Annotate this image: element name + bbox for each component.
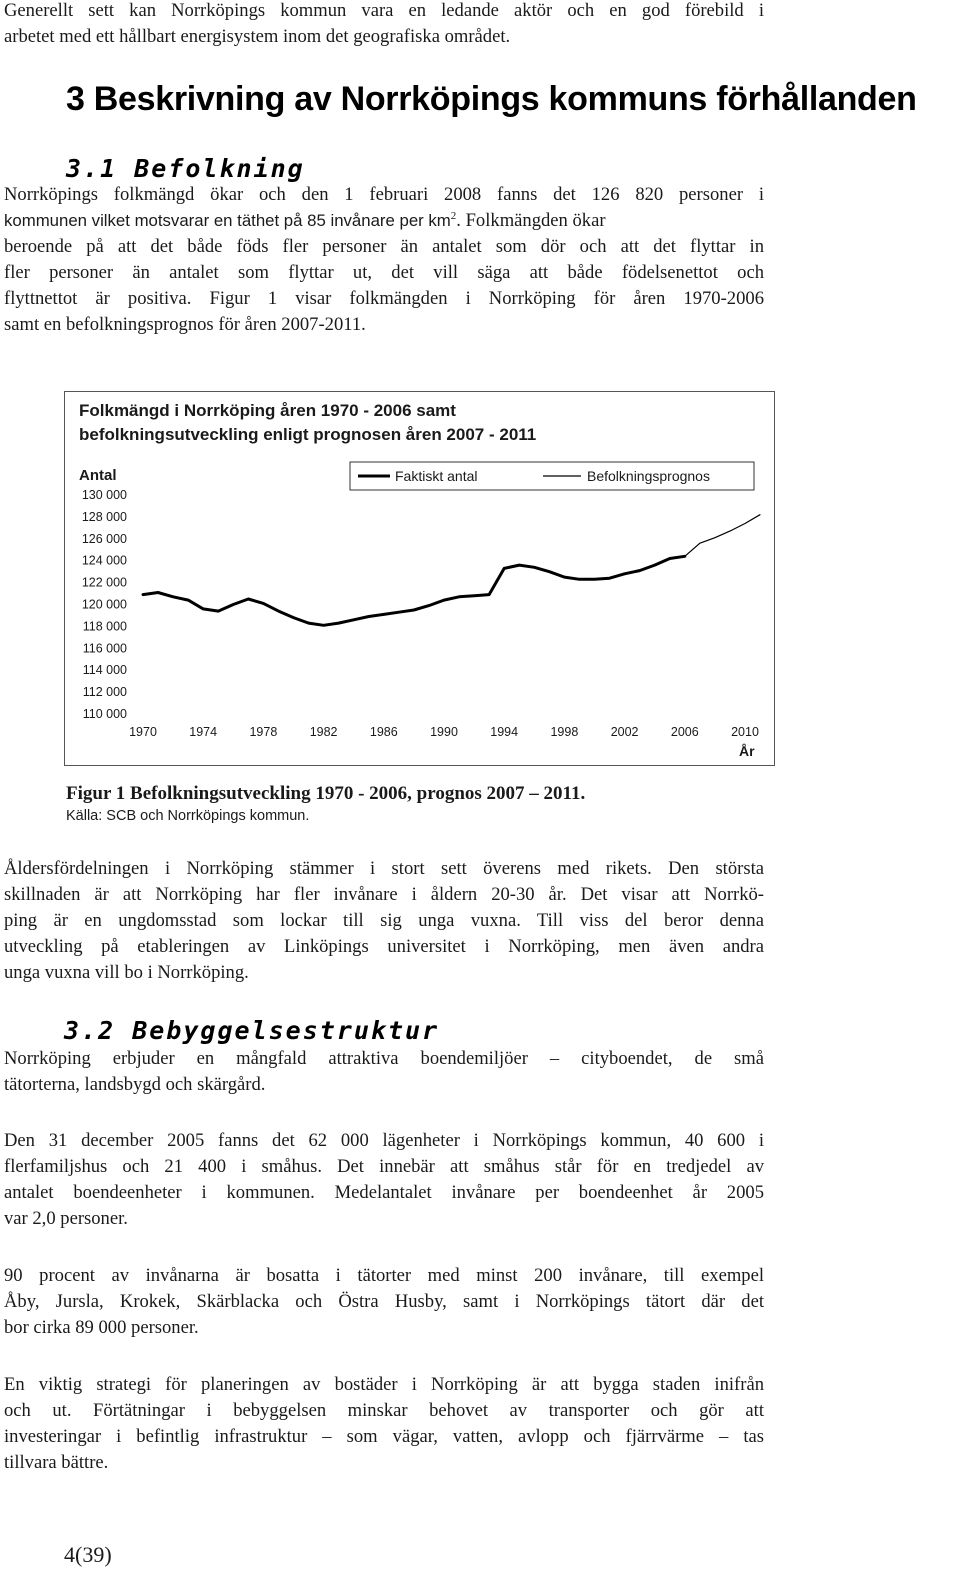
chart-svg — [65, 392, 773, 764]
paragraph-line: antalet boendeenheter i kommunen. Medelantalet invånare per boendeenhet år 2005 — [4, 1182, 764, 1203]
x-tick-label: 1974 — [189, 725, 218, 739]
x-tick-label: 1990 — [430, 725, 458, 739]
y-tick-label: 114 000 — [82, 663, 127, 678]
x-axis — [129, 725, 759, 739]
superscript: 2 — [450, 210, 457, 222]
paragraph-line: utveckling på etableringen av Linköpings universitet i Norrköping, men även andra — [4, 936, 764, 957]
paragraph-line: bor cirka 89 000 personer. — [4, 1317, 199, 1338]
legend-label-forecast: Befolkningsprognos — [587, 468, 710, 484]
paragraph-line: Åby, Jursla, Krokek, Skärblacka och Östra Husby, samt i Norrköpings tätort där det — [4, 1291, 764, 1312]
y-tick-label: 110 000 — [82, 707, 127, 721]
paragraph-line: unga vuxna vill bo i Norrköping. — [4, 962, 249, 983]
y-tick-label: 124 000 — [81, 553, 127, 568]
paragraph-line: investeringar i befintlig infrastruktur – som vägar, vatten, avlopp och fjärrvärme – tas — [4, 1426, 764, 1447]
figure-caption: Figur 1 Befolkningsutveckling 1970 - 2006, prognos 2007 – 2011. — [66, 783, 586, 804]
settlement-paragraph-4 — [4, 1372, 764, 1476]
x-tick-label: 1994 — [490, 725, 519, 739]
paragraph-line: tätorterna, landsbygd och skärgård. — [4, 1074, 266, 1095]
paragraph-line — [4, 208, 764, 234]
series-line-forecast — [685, 515, 760, 557]
paragraph-line: fler personer än antalet som flyttar ut, det vill säga att både födelsenettot och — [4, 262, 764, 283]
y-tick-label: 116 000 — [82, 641, 127, 656]
paragraph-line: Den 31 december 2005 fanns det 62 000 lägenheter i Norrköpings kommun, 40 600 i — [4, 1130, 764, 1151]
population-chart — [64, 391, 775, 766]
population-paragraph — [4, 182, 764, 338]
y-tick-label: 122 000 — [81, 575, 127, 590]
density-tail: . Folkmängden ökar — [456, 210, 606, 231]
paragraph-line: skillnaden är att Norrköping har fler invånare i åldern 20-30 år. Det visar att Norrkö- — [4, 884, 764, 905]
paragraph-line: Norrköpings folkmängd ökar och den 1 februari 2008 fanns det 126 820 personer i — [4, 184, 764, 205]
intro-line: Generellt sett kan Norrköpings kommun vara en ledande aktör och en god förebild i — [4, 0, 764, 21]
y-tick-label: 120 000 — [81, 597, 127, 612]
x-tick-label: 1978 — [249, 725, 278, 739]
settlement-paragraph-1 — [4, 1046, 764, 1098]
series-layer — [143, 515, 760, 626]
chart-title-line-2: befolkningsutveckling enligt prognosen åren 2007 - 2011 — [79, 425, 537, 444]
paragraph-line: ping är en ungdomsstad som lockar till sig unga vuxna. Till viss del beror denna — [4, 910, 764, 931]
paragraph-line: En viktig strategi för planeringen av bostäder i Norrköping är att bygga staden inifrån — [4, 1374, 764, 1395]
paragraph-line: var 2,0 personer. — [4, 1208, 128, 1229]
x-tick-label: 2002 — [610, 725, 639, 739]
chart-title-line-1: Folkmängd i Norrköping åren 1970 - 2006 samt — [79, 401, 456, 420]
y-tick-label: 112 000 — [82, 685, 127, 700]
paragraph-line: tillvara bättre. — [4, 1452, 109, 1473]
paragraph-line: och ut. Förtätningar i bebyggelsen minskar behovet av transporter och gör att — [4, 1400, 764, 1421]
y-tick-label: 126 000 — [81, 531, 127, 546]
y-axis — [82, 488, 127, 721]
y-tick-label: 130 000 — [81, 488, 127, 502]
settlement-paragraph-2 — [4, 1128, 764, 1232]
y-tick-label: 128 000 — [81, 509, 127, 524]
x-tick-label: 2006 — [670, 725, 699, 739]
settlement-paragraph-3 — [4, 1263, 764, 1341]
x-tick-label: 1998 — [550, 725, 579, 739]
density-text: kommunen vilket motsvarar en täthet på 85 invånare per km — [4, 211, 451, 230]
y-tick-label: 118 000 — [82, 619, 127, 634]
paragraph-line: samt en befolkningsprognos för åren 2007-2011. — [4, 314, 366, 335]
page-number: 4(39) — [64, 1542, 112, 1567]
x-tick-label: 1982 — [309, 725, 338, 739]
x-axis-title: År — [739, 743, 755, 759]
section-3-1-heading: 3.1 Befolkning — [66, 154, 305, 183]
intro-paragraph — [4, 0, 764, 50]
paragraph-line: beroende på att det både föds fler personer än antalet som dör och att det flyttar in — [4, 236, 764, 257]
section-3-2-heading: 3.2 Bebyggelsestruktur — [64, 1016, 440, 1045]
y-axis-title: Antal — [79, 467, 117, 484]
paragraph-line: flerfamiljshus och 21 400 i småhus. Det innebär att småhus står för en tredjedel av — [4, 1156, 764, 1177]
x-tick-label: 1970 — [129, 725, 157, 739]
x-tick-label: 2010 — [731, 725, 759, 739]
intro-line: arbetet med ett hållbart energisystem inom det geografiska området. — [4, 26, 511, 47]
figure-source: Källa: SCB och Norrköpings kommun. — [66, 808, 310, 824]
paragraph-line: 90 procent av invånarna är bosatta i tätorter med minst 200 invånare, till exempel — [4, 1265, 764, 1286]
legend-label-actual: Faktiskt antal — [395, 468, 478, 484]
paragraph-line: flyttnettot är positiva. Figur 1 visar folkmängden i Norrköping för åren 1970-2006 — [4, 288, 764, 309]
age-paragraph — [4, 856, 764, 986]
series-line-actual — [143, 556, 685, 625]
paragraph-line: Åldersfördelningen i Norrköping stämmer i stort sett överens med rikets. Den största — [4, 858, 764, 879]
x-tick-label: 1986 — [369, 725, 398, 739]
paragraph-line: Norrköping erbjuder en mångfald attraktiva boendemiljöer – cityboendet, de små — [4, 1048, 764, 1069]
section-3-heading: 3 Beskrivning av Norrköpings kommuns förhållanden — [66, 80, 917, 118]
